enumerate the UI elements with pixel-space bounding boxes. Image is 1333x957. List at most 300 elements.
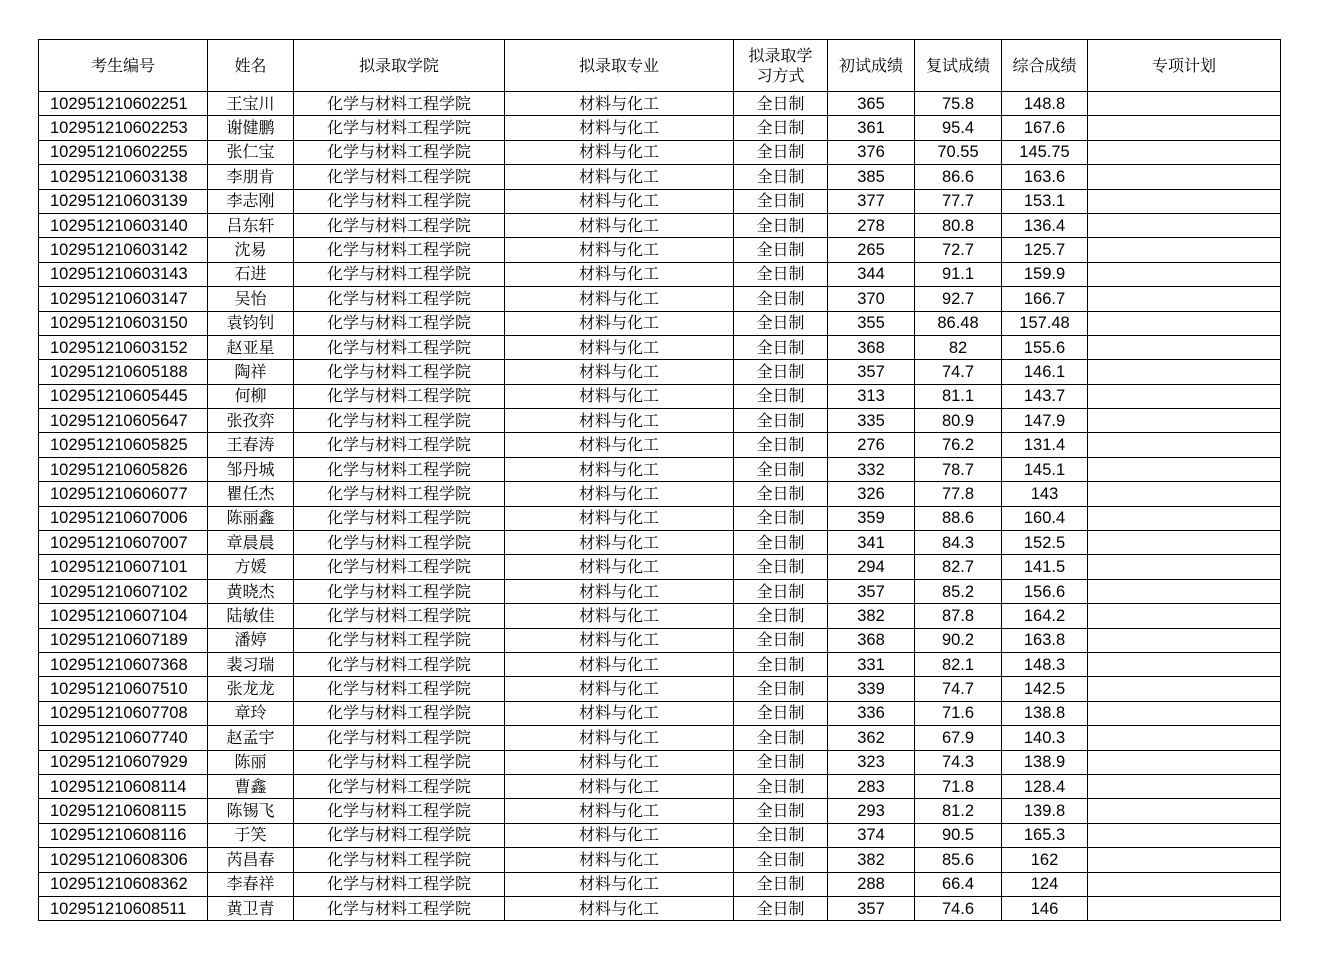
cell-college: 化学与材料工程学院 xyxy=(294,579,505,603)
cell-candidate-id: 102951210602255 xyxy=(39,140,208,164)
cell-total-score: 141.5 xyxy=(1002,555,1088,579)
cell-initial-score: 359 xyxy=(828,506,915,530)
cell-candidate-id: 102951210603147 xyxy=(39,287,208,311)
cell-major: 材料与化工 xyxy=(505,287,734,311)
cell-study-mode: 全日制 xyxy=(734,311,828,335)
table-row xyxy=(39,384,1281,408)
cell-name: 潘婷 xyxy=(208,628,294,652)
cell-candidate-id: 102951210608306 xyxy=(39,848,208,872)
cell-retest-score: 71.6 xyxy=(915,701,1002,725)
cell-special-plan xyxy=(1088,384,1281,408)
cell-special-plan xyxy=(1088,531,1281,555)
cell-total-score: 164.2 xyxy=(1002,604,1088,628)
cell-initial-score: 294 xyxy=(828,555,915,579)
cell-initial-score: 326 xyxy=(828,482,915,506)
cell-study-mode: 全日制 xyxy=(734,555,828,579)
cell-name: 张龙龙 xyxy=(208,677,294,701)
cell-initial-score: 374 xyxy=(828,823,915,847)
cell-name: 裴习瑞 xyxy=(208,652,294,676)
cell-total-score: 138.9 xyxy=(1002,750,1088,774)
cell-candidate-id: 102951210607189 xyxy=(39,628,208,652)
cell-initial-score: 368 xyxy=(828,335,915,359)
cell-total-score: 146.1 xyxy=(1002,360,1088,384)
cell-retest-score: 74.7 xyxy=(915,677,1002,701)
cell-college: 化学与材料工程学院 xyxy=(294,116,505,140)
cell-special-plan xyxy=(1088,262,1281,286)
table-row xyxy=(39,92,1281,116)
header-name: 姓名 xyxy=(208,40,294,92)
cell-study-mode: 全日制 xyxy=(734,140,828,164)
cell-total-score: 143 xyxy=(1002,482,1088,506)
cell-retest-score: 91.1 xyxy=(915,262,1002,286)
cell-total-score: 157.48 xyxy=(1002,311,1088,335)
cell-initial-score: 344 xyxy=(828,262,915,286)
cell-major: 材料与化工 xyxy=(505,848,734,872)
cell-candidate-id: 102951210605445 xyxy=(39,384,208,408)
cell-college: 化学与材料工程学院 xyxy=(294,360,505,384)
cell-special-plan xyxy=(1088,579,1281,603)
cell-major: 材料与化工 xyxy=(505,482,734,506)
cell-major: 材料与化工 xyxy=(505,896,734,920)
admission-table xyxy=(38,39,1281,921)
cell-retest-score: 86.48 xyxy=(915,311,1002,335)
header-row xyxy=(39,40,1281,92)
cell-name: 陆敏佳 xyxy=(208,604,294,628)
cell-major: 材料与化工 xyxy=(505,213,734,237)
table-row xyxy=(39,604,1281,628)
cell-candidate-id: 102951210608362 xyxy=(39,872,208,896)
cell-study-mode: 全日制 xyxy=(734,238,828,262)
cell-total-score: 153.1 xyxy=(1002,189,1088,213)
cell-retest-score: 71.8 xyxy=(915,774,1002,798)
cell-major: 材料与化工 xyxy=(505,409,734,433)
cell-special-plan xyxy=(1088,628,1281,652)
cell-initial-score: 368 xyxy=(828,628,915,652)
cell-initial-score: 341 xyxy=(828,531,915,555)
table-row xyxy=(39,213,1281,237)
cell-study-mode: 全日制 xyxy=(734,92,828,116)
cell-total-score: 138.8 xyxy=(1002,701,1088,725)
cell-candidate-id: 102951210603139 xyxy=(39,189,208,213)
cell-study-mode: 全日制 xyxy=(734,506,828,530)
cell-total-score: 139.8 xyxy=(1002,799,1088,823)
cell-total-score: 145.75 xyxy=(1002,140,1088,164)
table-body xyxy=(39,92,1281,921)
cell-retest-score: 82.7 xyxy=(915,555,1002,579)
cell-initial-score: 276 xyxy=(828,433,915,457)
cell-total-score: 131.4 xyxy=(1002,433,1088,457)
table-row xyxy=(39,774,1281,798)
table-row xyxy=(39,506,1281,530)
header-retest-score: 复试成绩 xyxy=(915,40,1002,92)
cell-candidate-id: 102951210603143 xyxy=(39,262,208,286)
cell-total-score: 163.8 xyxy=(1002,628,1088,652)
cell-name: 陈丽鑫 xyxy=(208,506,294,530)
cell-initial-score: 283 xyxy=(828,774,915,798)
cell-candidate-id: 102951210607007 xyxy=(39,531,208,555)
cell-major: 材料与化工 xyxy=(505,506,734,530)
cell-study-mode: 全日制 xyxy=(734,579,828,603)
cell-candidate-id: 102951210607101 xyxy=(39,555,208,579)
header-candidate-id: 考生编号 xyxy=(39,40,208,92)
cell-candidate-id: 102951210607929 xyxy=(39,750,208,774)
cell-candidate-id: 102951210603150 xyxy=(39,311,208,335)
cell-retest-score: 67.9 xyxy=(915,726,1002,750)
table-row xyxy=(39,335,1281,359)
cell-major: 材料与化工 xyxy=(505,872,734,896)
cell-candidate-id: 102951210602251 xyxy=(39,92,208,116)
cell-major: 材料与化工 xyxy=(505,116,734,140)
cell-initial-score: 376 xyxy=(828,140,915,164)
cell-name: 何柳 xyxy=(208,384,294,408)
cell-study-mode: 全日制 xyxy=(734,823,828,847)
cell-candidate-id: 102951210607740 xyxy=(39,726,208,750)
cell-college: 化学与材料工程学院 xyxy=(294,628,505,652)
cell-initial-score: 357 xyxy=(828,579,915,603)
cell-major: 材料与化工 xyxy=(505,165,734,189)
cell-name: 陈丽 xyxy=(208,750,294,774)
cell-special-plan xyxy=(1088,701,1281,725)
cell-candidate-id: 102951210607708 xyxy=(39,701,208,725)
cell-name: 赵亚星 xyxy=(208,335,294,359)
cell-major: 材料与化工 xyxy=(505,92,734,116)
cell-name: 方媛 xyxy=(208,555,294,579)
cell-candidate-id: 102951210608116 xyxy=(39,823,208,847)
cell-initial-score: 313 xyxy=(828,384,915,408)
cell-major: 材料与化工 xyxy=(505,799,734,823)
cell-candidate-id: 102951210607368 xyxy=(39,652,208,676)
cell-college: 化学与材料工程学院 xyxy=(294,506,505,530)
cell-college: 化学与材料工程学院 xyxy=(294,604,505,628)
cell-major: 材料与化工 xyxy=(505,531,734,555)
cell-special-plan xyxy=(1088,774,1281,798)
cell-retest-score: 72.7 xyxy=(915,238,1002,262)
cell-total-score: 148.3 xyxy=(1002,652,1088,676)
cell-candidate-id: 102951210607104 xyxy=(39,604,208,628)
cell-retest-score: 82 xyxy=(915,335,1002,359)
cell-retest-score: 85.2 xyxy=(915,579,1002,603)
cell-major: 材料与化工 xyxy=(505,677,734,701)
cell-total-score: 152.5 xyxy=(1002,531,1088,555)
cell-total-score: 163.6 xyxy=(1002,165,1088,189)
cell-candidate-id: 102951210603142 xyxy=(39,238,208,262)
cell-study-mode: 全日制 xyxy=(734,677,828,701)
cell-special-plan xyxy=(1088,92,1281,116)
cell-college: 化学与材料工程学院 xyxy=(294,213,505,237)
cell-study-mode: 全日制 xyxy=(734,774,828,798)
cell-college: 化学与材料工程学院 xyxy=(294,287,505,311)
cell-special-plan xyxy=(1088,116,1281,140)
cell-special-plan xyxy=(1088,506,1281,530)
cell-retest-score: 80.8 xyxy=(915,213,1002,237)
cell-name: 陈锡飞 xyxy=(208,799,294,823)
cell-study-mode: 全日制 xyxy=(734,262,828,286)
table-row xyxy=(39,726,1281,750)
header-study-mode-label: 拟录取学习方式 xyxy=(748,45,813,85)
cell-candidate-id: 102951210603152 xyxy=(39,335,208,359)
cell-special-plan xyxy=(1088,140,1281,164)
cell-college: 化学与材料工程学院 xyxy=(294,799,505,823)
cell-major: 材料与化工 xyxy=(505,823,734,847)
cell-study-mode: 全日制 xyxy=(734,287,828,311)
cell-initial-score: 382 xyxy=(828,604,915,628)
header-total-score: 综合成绩 xyxy=(1002,40,1088,92)
cell-total-score: 142.5 xyxy=(1002,677,1088,701)
cell-special-plan xyxy=(1088,165,1281,189)
cell-retest-score: 92.7 xyxy=(915,287,1002,311)
cell-total-score: 156.6 xyxy=(1002,579,1088,603)
cell-retest-score: 84.3 xyxy=(915,531,1002,555)
cell-college: 化学与材料工程学院 xyxy=(294,262,505,286)
cell-major: 材料与化工 xyxy=(505,262,734,286)
cell-major: 材料与化工 xyxy=(505,311,734,335)
cell-study-mode: 全日制 xyxy=(734,213,828,237)
cell-study-mode: 全日制 xyxy=(734,872,828,896)
cell-name: 陶祥 xyxy=(208,360,294,384)
header-special-plan: 专项计划 xyxy=(1088,40,1281,92)
cell-initial-score: 370 xyxy=(828,287,915,311)
header-college: 拟录取学院 xyxy=(294,40,505,92)
cell-candidate-id: 102951210605188 xyxy=(39,360,208,384)
table-row xyxy=(39,555,1281,579)
cell-special-plan xyxy=(1088,311,1281,335)
cell-name: 李朋肯 xyxy=(208,165,294,189)
table-row xyxy=(39,799,1281,823)
cell-name: 邹丹城 xyxy=(208,457,294,481)
table-row xyxy=(39,360,1281,384)
cell-special-plan xyxy=(1088,335,1281,359)
cell-college: 化学与材料工程学院 xyxy=(294,457,505,481)
cell-college: 化学与材料工程学院 xyxy=(294,872,505,896)
cell-college: 化学与材料工程学院 xyxy=(294,433,505,457)
cell-study-mode: 全日制 xyxy=(734,701,828,725)
cell-name: 沈易 xyxy=(208,238,294,262)
cell-initial-score: 355 xyxy=(828,311,915,335)
cell-special-plan xyxy=(1088,457,1281,481)
cell-major: 材料与化工 xyxy=(505,335,734,359)
cell-major: 材料与化工 xyxy=(505,701,734,725)
table-row xyxy=(39,238,1281,262)
cell-name: 谢健鹏 xyxy=(208,116,294,140)
table-row xyxy=(39,701,1281,725)
cell-study-mode: 全日制 xyxy=(734,116,828,140)
cell-name: 章晨晨 xyxy=(208,531,294,555)
cell-name: 黄卫青 xyxy=(208,896,294,920)
cell-major: 材料与化工 xyxy=(505,579,734,603)
table-row xyxy=(39,531,1281,555)
cell-special-plan xyxy=(1088,287,1281,311)
cell-major: 材料与化工 xyxy=(505,384,734,408)
cell-candidate-id: 102951210605826 xyxy=(39,457,208,481)
cell-candidate-id: 102951210603138 xyxy=(39,165,208,189)
cell-initial-score: 357 xyxy=(828,896,915,920)
table-row xyxy=(39,165,1281,189)
table-row xyxy=(39,896,1281,920)
cell-name: 吕东轩 xyxy=(208,213,294,237)
cell-initial-score: 332 xyxy=(828,457,915,481)
header-initial-score: 初试成绩 xyxy=(828,40,915,92)
cell-college: 化学与材料工程学院 xyxy=(294,652,505,676)
cell-name: 章玲 xyxy=(208,701,294,725)
table-row xyxy=(39,287,1281,311)
cell-major: 材料与化工 xyxy=(505,604,734,628)
cell-special-plan xyxy=(1088,652,1281,676)
cell-study-mode: 全日制 xyxy=(734,482,828,506)
table-row xyxy=(39,652,1281,676)
cell-initial-score: 278 xyxy=(828,213,915,237)
cell-major: 材料与化工 xyxy=(505,360,734,384)
cell-retest-score: 90.5 xyxy=(915,823,1002,847)
cell-candidate-id: 102951210608115 xyxy=(39,799,208,823)
cell-total-score: 147.9 xyxy=(1002,409,1088,433)
cell-major: 材料与化工 xyxy=(505,555,734,579)
table-row xyxy=(39,140,1281,164)
cell-retest-score: 90.2 xyxy=(915,628,1002,652)
cell-candidate-id: 102951210608114 xyxy=(39,774,208,798)
header-study-mode xyxy=(734,40,828,92)
cell-candidate-id: 102951210602253 xyxy=(39,116,208,140)
table-row xyxy=(39,482,1281,506)
cell-special-plan xyxy=(1088,896,1281,920)
cell-study-mode: 全日制 xyxy=(734,896,828,920)
cell-study-mode: 全日制 xyxy=(734,335,828,359)
cell-total-score: 148.8 xyxy=(1002,92,1088,116)
cell-retest-score: 75.8 xyxy=(915,92,1002,116)
cell-retest-score: 74.3 xyxy=(915,750,1002,774)
cell-special-plan xyxy=(1088,189,1281,213)
cell-major: 材料与化工 xyxy=(505,189,734,213)
cell-initial-score: 382 xyxy=(828,848,915,872)
table-row xyxy=(39,457,1281,481)
table-row xyxy=(39,116,1281,140)
cell-initial-score: 357 xyxy=(828,360,915,384)
table-row xyxy=(39,823,1281,847)
cell-college: 化学与材料工程学院 xyxy=(294,335,505,359)
cell-special-plan xyxy=(1088,213,1281,237)
cell-major: 材料与化工 xyxy=(505,774,734,798)
cell-initial-score: 385 xyxy=(828,165,915,189)
cell-initial-score: 365 xyxy=(828,92,915,116)
cell-college: 化学与材料工程学院 xyxy=(294,848,505,872)
cell-college: 化学与材料工程学院 xyxy=(294,238,505,262)
cell-candidate-id: 102951210605647 xyxy=(39,409,208,433)
cell-college: 化学与材料工程学院 xyxy=(294,701,505,725)
cell-total-score: 125.7 xyxy=(1002,238,1088,262)
cell-college: 化学与材料工程学院 xyxy=(294,189,505,213)
cell-total-score: 124 xyxy=(1002,872,1088,896)
cell-retest-score: 81.1 xyxy=(915,384,1002,408)
cell-study-mode: 全日制 xyxy=(734,726,828,750)
cell-special-plan xyxy=(1088,726,1281,750)
cell-retest-score: 78.7 xyxy=(915,457,1002,481)
table-row xyxy=(39,628,1281,652)
cell-retest-score: 85.6 xyxy=(915,848,1002,872)
cell-name: 赵孟宇 xyxy=(208,726,294,750)
cell-candidate-id: 102951210607510 xyxy=(39,677,208,701)
cell-special-plan xyxy=(1088,848,1281,872)
cell-retest-score: 82.1 xyxy=(915,652,1002,676)
cell-special-plan xyxy=(1088,238,1281,262)
cell-candidate-id: 102951210605825 xyxy=(39,433,208,457)
cell-total-score: 165.3 xyxy=(1002,823,1088,847)
cell-total-score: 128.4 xyxy=(1002,774,1088,798)
cell-initial-score: 288 xyxy=(828,872,915,896)
cell-candidate-id: 102951210607102 xyxy=(39,579,208,603)
cell-total-score: 162 xyxy=(1002,848,1088,872)
cell-special-plan xyxy=(1088,482,1281,506)
cell-college: 化学与材料工程学院 xyxy=(294,750,505,774)
cell-college: 化学与材料工程学院 xyxy=(294,774,505,798)
cell-college: 化学与材料工程学院 xyxy=(294,555,505,579)
table-row xyxy=(39,750,1281,774)
cell-retest-score: 95.4 xyxy=(915,116,1002,140)
cell-study-mode: 全日制 xyxy=(734,848,828,872)
cell-retest-score: 66.4 xyxy=(915,872,1002,896)
cell-major: 材料与化工 xyxy=(505,628,734,652)
cell-total-score: 166.7 xyxy=(1002,287,1088,311)
cell-special-plan xyxy=(1088,799,1281,823)
cell-candidate-id: 102951210608511 xyxy=(39,896,208,920)
cell-college: 化学与材料工程学院 xyxy=(294,384,505,408)
header-major: 拟录取专业 xyxy=(505,40,734,92)
cell-retest-score: 88.6 xyxy=(915,506,1002,530)
cell-initial-score: 339 xyxy=(828,677,915,701)
cell-retest-score: 81.2 xyxy=(915,799,1002,823)
cell-college: 化学与材料工程学院 xyxy=(294,409,505,433)
cell-major: 材料与化工 xyxy=(505,457,734,481)
cell-name: 吴怡 xyxy=(208,287,294,311)
cell-name: 瞿任杰 xyxy=(208,482,294,506)
cell-total-score: 155.6 xyxy=(1002,335,1088,359)
cell-retest-score: 70.55 xyxy=(915,140,1002,164)
cell-college: 化学与材料工程学院 xyxy=(294,896,505,920)
cell-special-plan xyxy=(1088,555,1281,579)
cell-retest-score: 76.2 xyxy=(915,433,1002,457)
table-row xyxy=(39,262,1281,286)
cell-candidate-id: 102951210606077 xyxy=(39,482,208,506)
cell-major: 材料与化工 xyxy=(505,750,734,774)
cell-college: 化学与材料工程学院 xyxy=(294,726,505,750)
cell-total-score: 167.6 xyxy=(1002,116,1088,140)
cell-total-score: 140.3 xyxy=(1002,726,1088,750)
cell-special-plan xyxy=(1088,433,1281,457)
cell-study-mode: 全日制 xyxy=(734,750,828,774)
cell-name: 芮昌春 xyxy=(208,848,294,872)
cell-special-plan xyxy=(1088,409,1281,433)
cell-name: 于笑 xyxy=(208,823,294,847)
cell-special-plan xyxy=(1088,823,1281,847)
cell-study-mode: 全日制 xyxy=(734,531,828,555)
cell-name: 黄晓杰 xyxy=(208,579,294,603)
cell-candidate-id: 102951210603140 xyxy=(39,213,208,237)
cell-total-score: 145.1 xyxy=(1002,457,1088,481)
cell-retest-score: 80.9 xyxy=(915,409,1002,433)
cell-major: 材料与化工 xyxy=(505,652,734,676)
table-row xyxy=(39,872,1281,896)
cell-study-mode: 全日制 xyxy=(734,457,828,481)
cell-name: 曹鑫 xyxy=(208,774,294,798)
cell-major: 材料与化工 xyxy=(505,238,734,262)
cell-total-score: 136.4 xyxy=(1002,213,1088,237)
cell-candidate-id: 102951210607006 xyxy=(39,506,208,530)
cell-special-plan xyxy=(1088,604,1281,628)
cell-special-plan xyxy=(1088,360,1281,384)
cell-study-mode: 全日制 xyxy=(734,799,828,823)
cell-study-mode: 全日制 xyxy=(734,384,828,408)
cell-total-score: 159.9 xyxy=(1002,262,1088,286)
cell-initial-score: 336 xyxy=(828,701,915,725)
table-row xyxy=(39,409,1281,433)
